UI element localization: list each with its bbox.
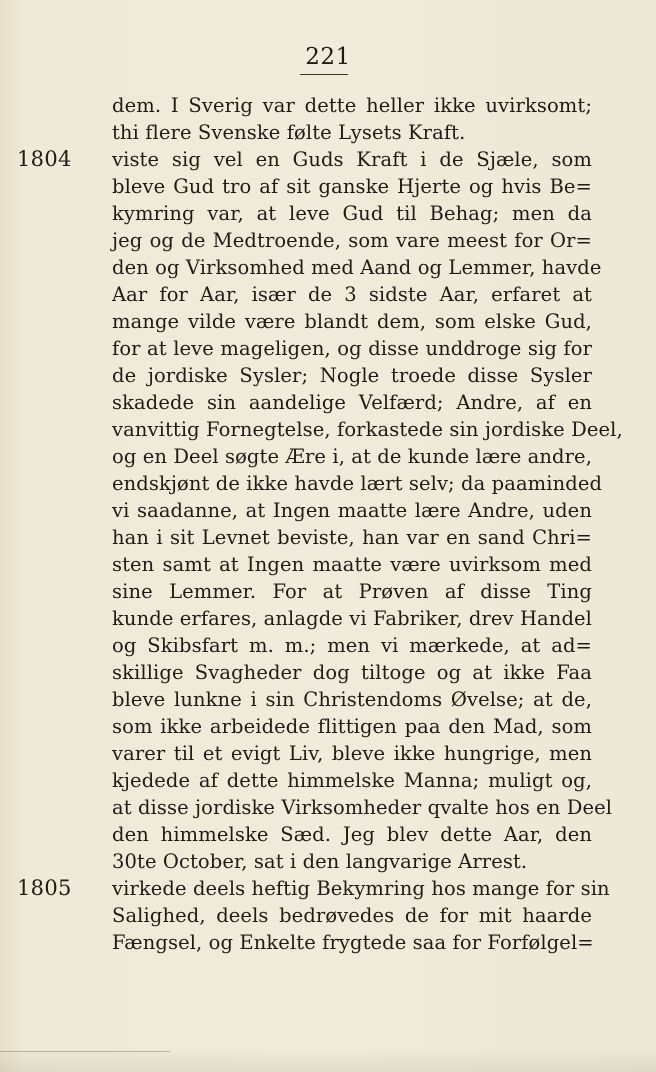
line-text: den og Virksomhed med Aand og Lemmer, havde <box>112 256 602 279</box>
line-text: Fængsel, og Enkelte frygtede saa for Forfølgel= <box>112 931 594 954</box>
text-line <box>112 497 592 524</box>
text-line <box>112 929 592 956</box>
text-line <box>112 551 592 578</box>
line-text: kunde erfares, anlagde vi Fabriker, drev Handel <box>112 607 592 630</box>
text-line <box>112 848 592 875</box>
line-text: skadede sin aandelige Velfærd; Andre, af en <box>112 391 592 414</box>
text-line <box>112 470 603 497</box>
text-line <box>112 92 592 119</box>
line-text: mange vilde være blandt dem, som elske Gud, <box>112 310 592 333</box>
line-text: 30te October, sat i den langvarige Arrest. <box>112 850 528 873</box>
text-line <box>17 146 592 173</box>
line-text: han i sit Levnet beviste, han var en sand Chri= <box>112 526 592 549</box>
line-text: jeg og de Medtroende, som vare meest for Or= <box>112 229 592 252</box>
text-line <box>112 119 592 146</box>
text-line <box>112 740 592 767</box>
line-text: for at leve mageligen, og disse unddroge sig for <box>112 337 592 360</box>
line-text: virkede deels heftig Bekymring hos mange for sin <box>112 877 610 900</box>
text-line <box>112 389 592 416</box>
text-line <box>112 659 592 686</box>
line-text: sine Lemmer. For at Prøven af disse Ting <box>112 580 592 603</box>
text-line <box>112 200 592 227</box>
line-text: bleve lunkne i sin Christendoms Øvelse; at de, <box>112 688 592 711</box>
line-text: endskjønt de ikke havde lært selv; da paaminded <box>112 472 603 495</box>
text-line <box>112 767 592 794</box>
page-number-underline <box>300 74 348 75</box>
line-text: den himmelske Sæd. Jeg blev dette Aar, den <box>112 823 592 846</box>
line-text: vanvittig Fornegtelse, forkastede sin jordiske Deel, <box>112 418 623 441</box>
line-text: kjedede af dette himmelske Manna; muligt og, <box>112 769 592 792</box>
text-line <box>112 686 592 713</box>
text-line <box>112 443 592 470</box>
text-line <box>112 632 592 659</box>
text-line <box>112 605 592 632</box>
line-text: og Skibsfart m. m.; men vi mærkede, at ad= <box>112 634 592 657</box>
text-line <box>112 713 592 740</box>
line-text: varer til et evigt Liv, bleve ikke hungrige, men <box>112 742 592 765</box>
text-line <box>112 794 613 821</box>
line-text: viste sig vel en Guds Kraft i de Sjæle, som <box>112 148 592 171</box>
line-text: og en Deel søgte Ære i, at de kunde lære andre, <box>112 445 592 468</box>
text-line <box>112 821 592 848</box>
text-line <box>112 902 592 929</box>
text-line <box>112 254 602 281</box>
margin-year: 1804 <box>17 147 72 171</box>
text-line <box>112 227 592 254</box>
line-text: Salighed, deels bedrøvedes de for mit haarde <box>112 904 592 927</box>
text-line <box>112 335 592 362</box>
text-line <box>112 281 592 308</box>
body-text <box>17 92 623 956</box>
line-text: thi flere Svenske følte Lysets Kraft. <box>112 121 466 144</box>
text-line <box>112 416 623 443</box>
margin-year: 1805 <box>17 876 72 900</box>
line-text: sten samt at Ingen maatte være uvirksom med <box>112 553 592 576</box>
text-line <box>112 578 592 605</box>
line-text: vi saadanne, at Ingen maatte lære Andre, uden <box>112 499 592 522</box>
text-line <box>112 362 592 389</box>
line-text: bleve Gud tro af sit ganske Hjerte og hvis Be= <box>112 175 592 198</box>
line-text: som ikke arbeidede flittigen paa den Mad, som <box>112 715 592 738</box>
page-bottom-shadow <box>0 1048 656 1072</box>
line-text: de jordiske Sysler; Nogle troede disse Sysler <box>112 364 592 387</box>
text-line <box>112 173 592 200</box>
text-line <box>112 308 592 335</box>
line-text: Aar for Aar, især de 3 sidste Aar, erfaret at <box>112 283 592 306</box>
line-text: dem. I Sverig var dette heller ikke uvirksomt; <box>112 94 592 117</box>
line-text: kymring var, at leve Gud til Behag; men da <box>112 202 592 225</box>
line-text: at disse jordiske Virksomheder qvalte hos en Deel <box>112 796 613 819</box>
line-text: skillige Svagheder dog tiltoge og at ikke Faa <box>112 661 592 684</box>
text-line <box>17 875 610 902</box>
text-line <box>112 524 592 551</box>
page-number: 221 <box>305 44 351 70</box>
